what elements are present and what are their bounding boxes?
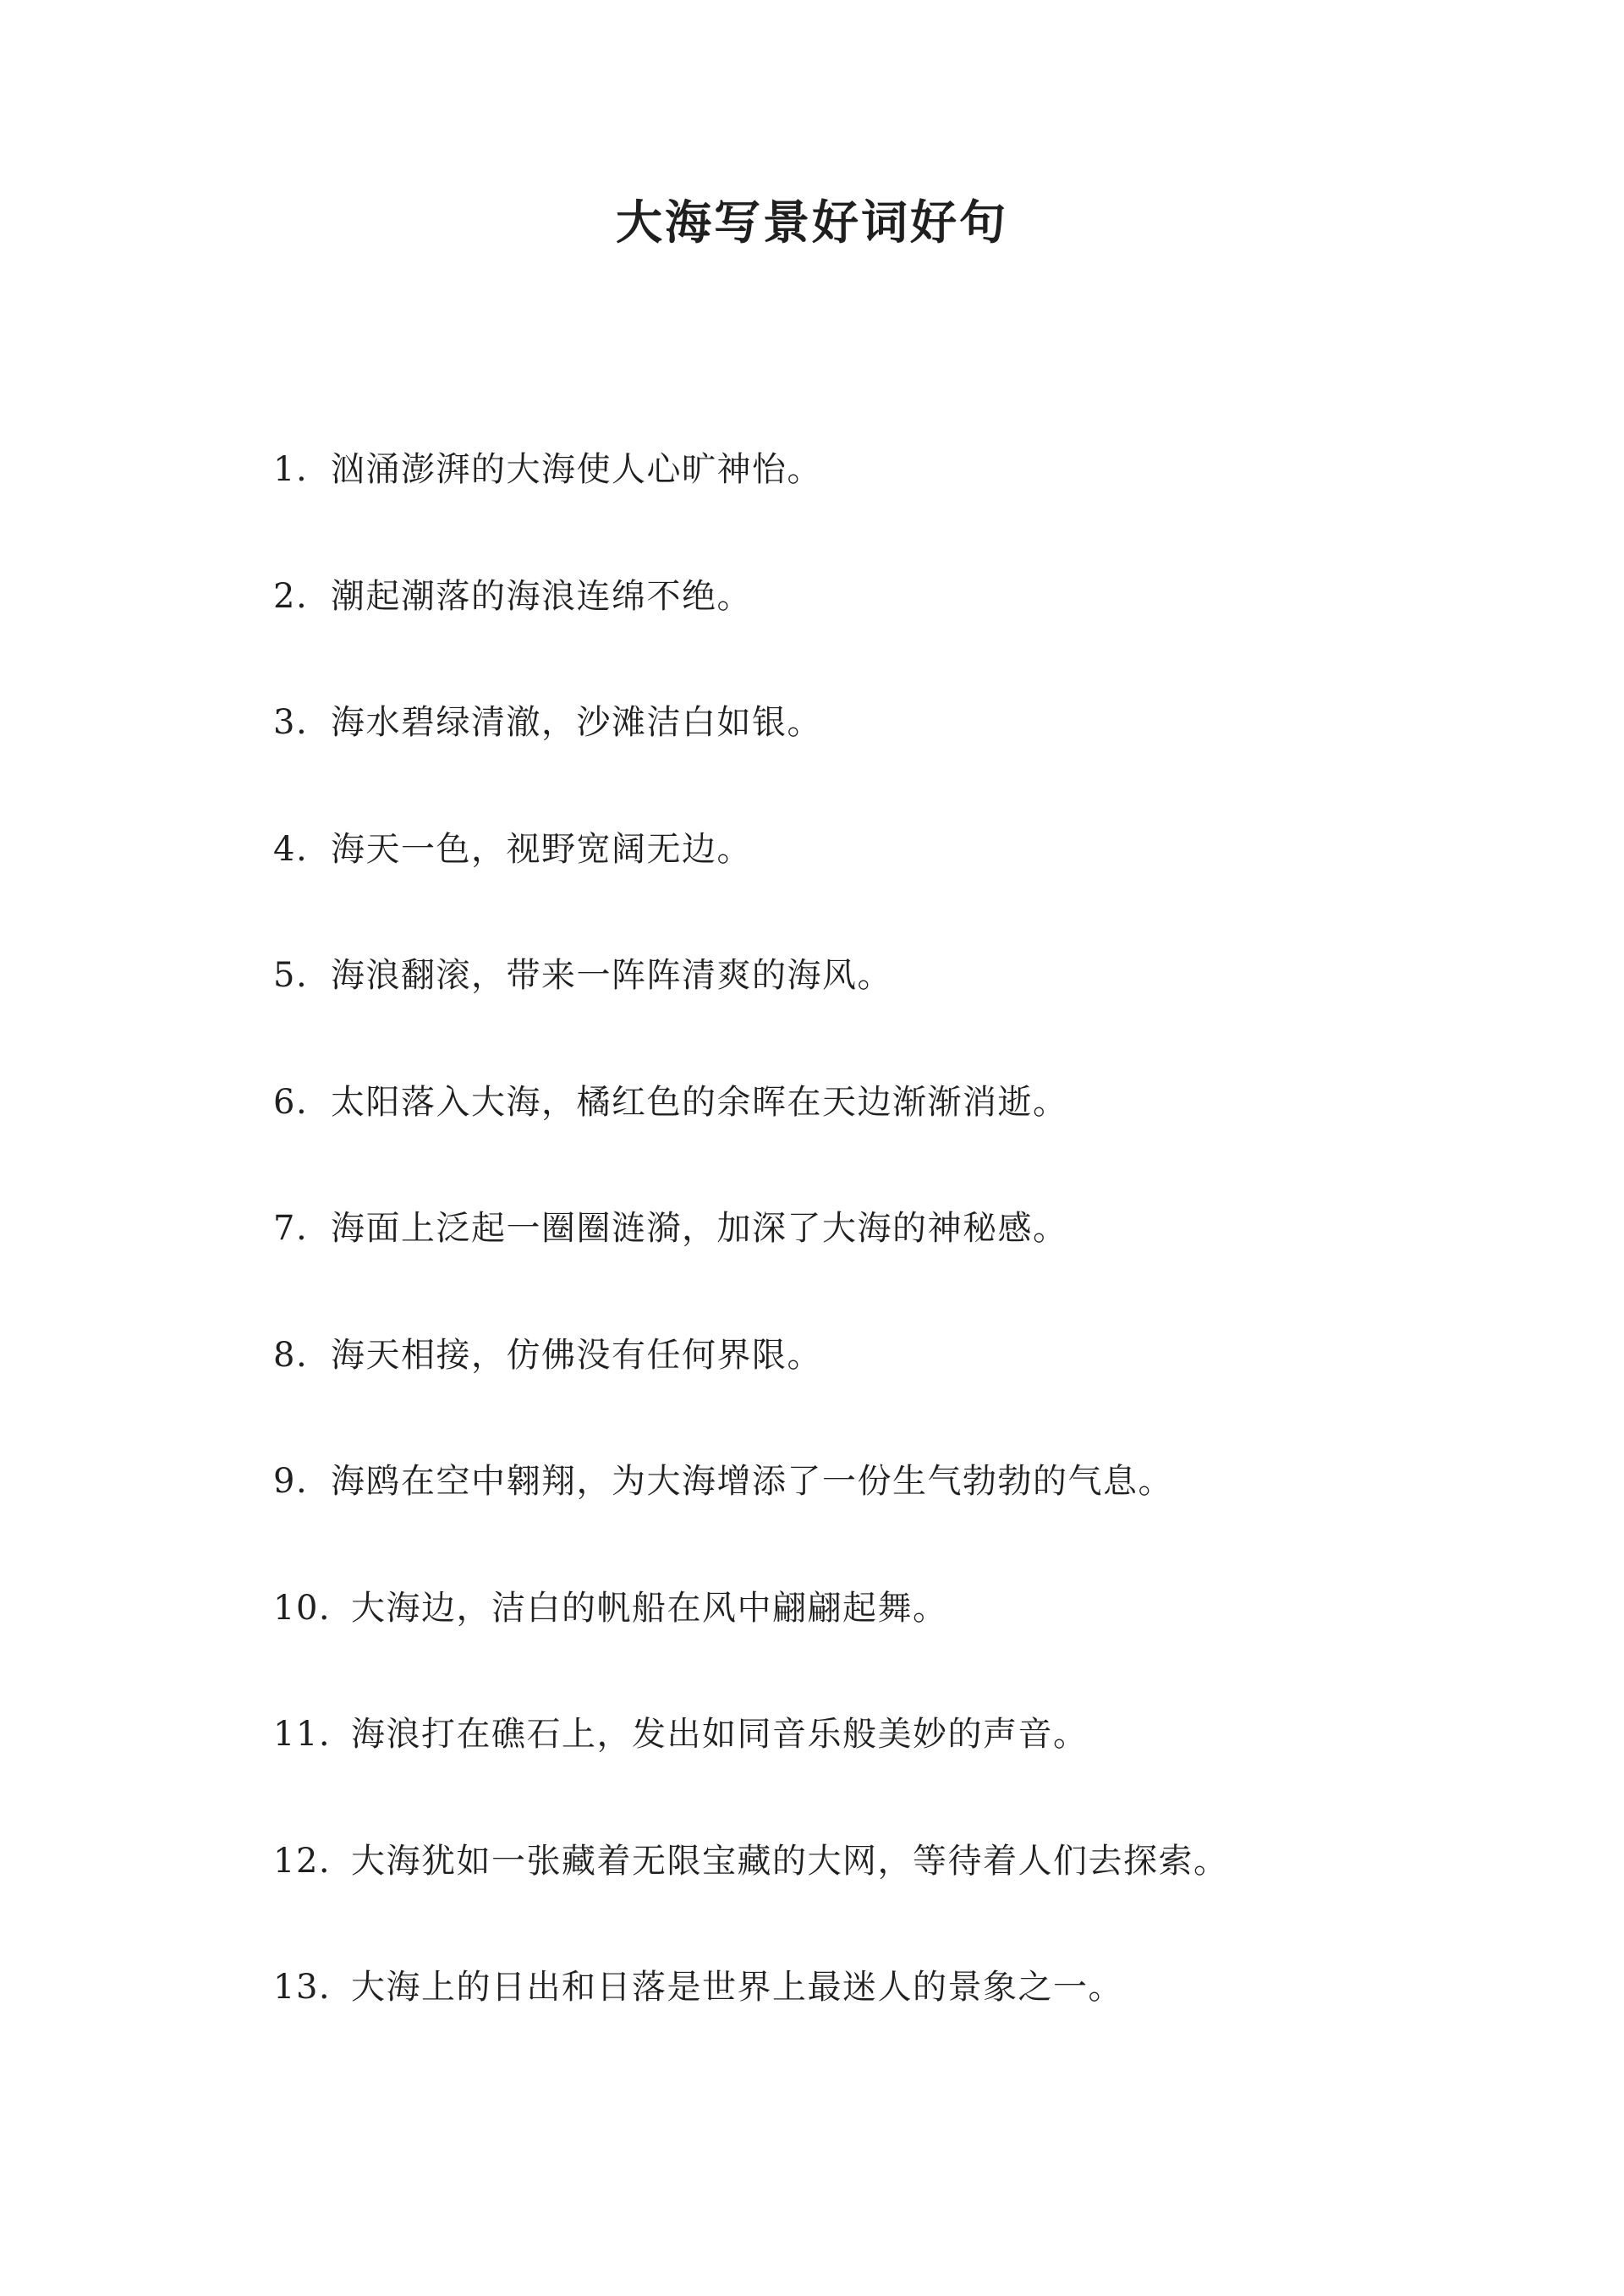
item-text: 海水碧绿清澈，沙滩洁白如银。 xyxy=(331,703,822,742)
item-number: 5. xyxy=(273,956,309,995)
item-number: 6. xyxy=(273,1082,309,1122)
list-item xyxy=(273,1323,1542,1450)
list-item xyxy=(273,1829,1542,1956)
item-text: 海天一色，视野宽阔无边。 xyxy=(331,829,752,869)
list-item xyxy=(273,1955,1542,2082)
list-item xyxy=(273,1576,1542,1703)
item-number: 7. xyxy=(273,1209,309,1248)
item-number: 13. xyxy=(273,1968,332,2007)
item-text: 海浪打在礁石上，发出如同音乐般美妙的声音。 xyxy=(351,1715,1089,1754)
item-text: 海浪翻滚，带来一阵阵清爽的海风。 xyxy=(331,956,892,995)
item-number: 10. xyxy=(273,1588,332,1628)
item-number: 4. xyxy=(273,829,309,869)
document-title: 大海写景好词好句 xyxy=(615,195,1008,250)
list-item xyxy=(273,1702,1542,1829)
item-text: 海天相接，仿佛没有任何界限。 xyxy=(331,1335,822,1375)
item-number: 9. xyxy=(273,1462,309,1501)
list-item xyxy=(273,1449,1542,1576)
item-text: 海鸥在空中翱翔，为大海增添了一份生气勃勃的气息。 xyxy=(331,1462,1173,1501)
item-text: 汹涌澎湃的大海使人心旷神怡。 xyxy=(331,450,822,489)
sentence-list xyxy=(273,437,1542,2082)
list-item xyxy=(273,817,1542,944)
item-text: 海面上泛起一圈圈涟漪，加深了大海的神秘感。 xyxy=(331,1209,1068,1248)
item-text: 太阳落入大海，橘红色的余晖在天边渐渐消逝。 xyxy=(331,1082,1068,1122)
item-number: 2. xyxy=(273,576,309,616)
item-number: 1. xyxy=(273,450,309,489)
list-item xyxy=(273,1070,1542,1197)
item-number: 8. xyxy=(273,1335,309,1375)
item-number: 11. xyxy=(273,1715,332,1754)
list-item xyxy=(273,1196,1542,1323)
item-text: 潮起潮落的海浪连绵不绝。 xyxy=(331,576,752,616)
item-text: 大海犹如一张藏着无限宝藏的大网，等待着人们去探索。 xyxy=(351,1841,1229,1881)
list-item xyxy=(273,564,1542,691)
item-text: 大海上的日出和日落是世界上最迷人的景象之一。 xyxy=(351,1968,1123,2007)
list-item xyxy=(273,690,1542,817)
item-text: 大海边，洁白的帆船在风中翩翩起舞。 xyxy=(351,1588,948,1628)
item-number: 12. xyxy=(273,1841,332,1881)
item-number: 3. xyxy=(273,703,309,742)
list-item xyxy=(273,437,1542,564)
list-item xyxy=(273,943,1542,1070)
